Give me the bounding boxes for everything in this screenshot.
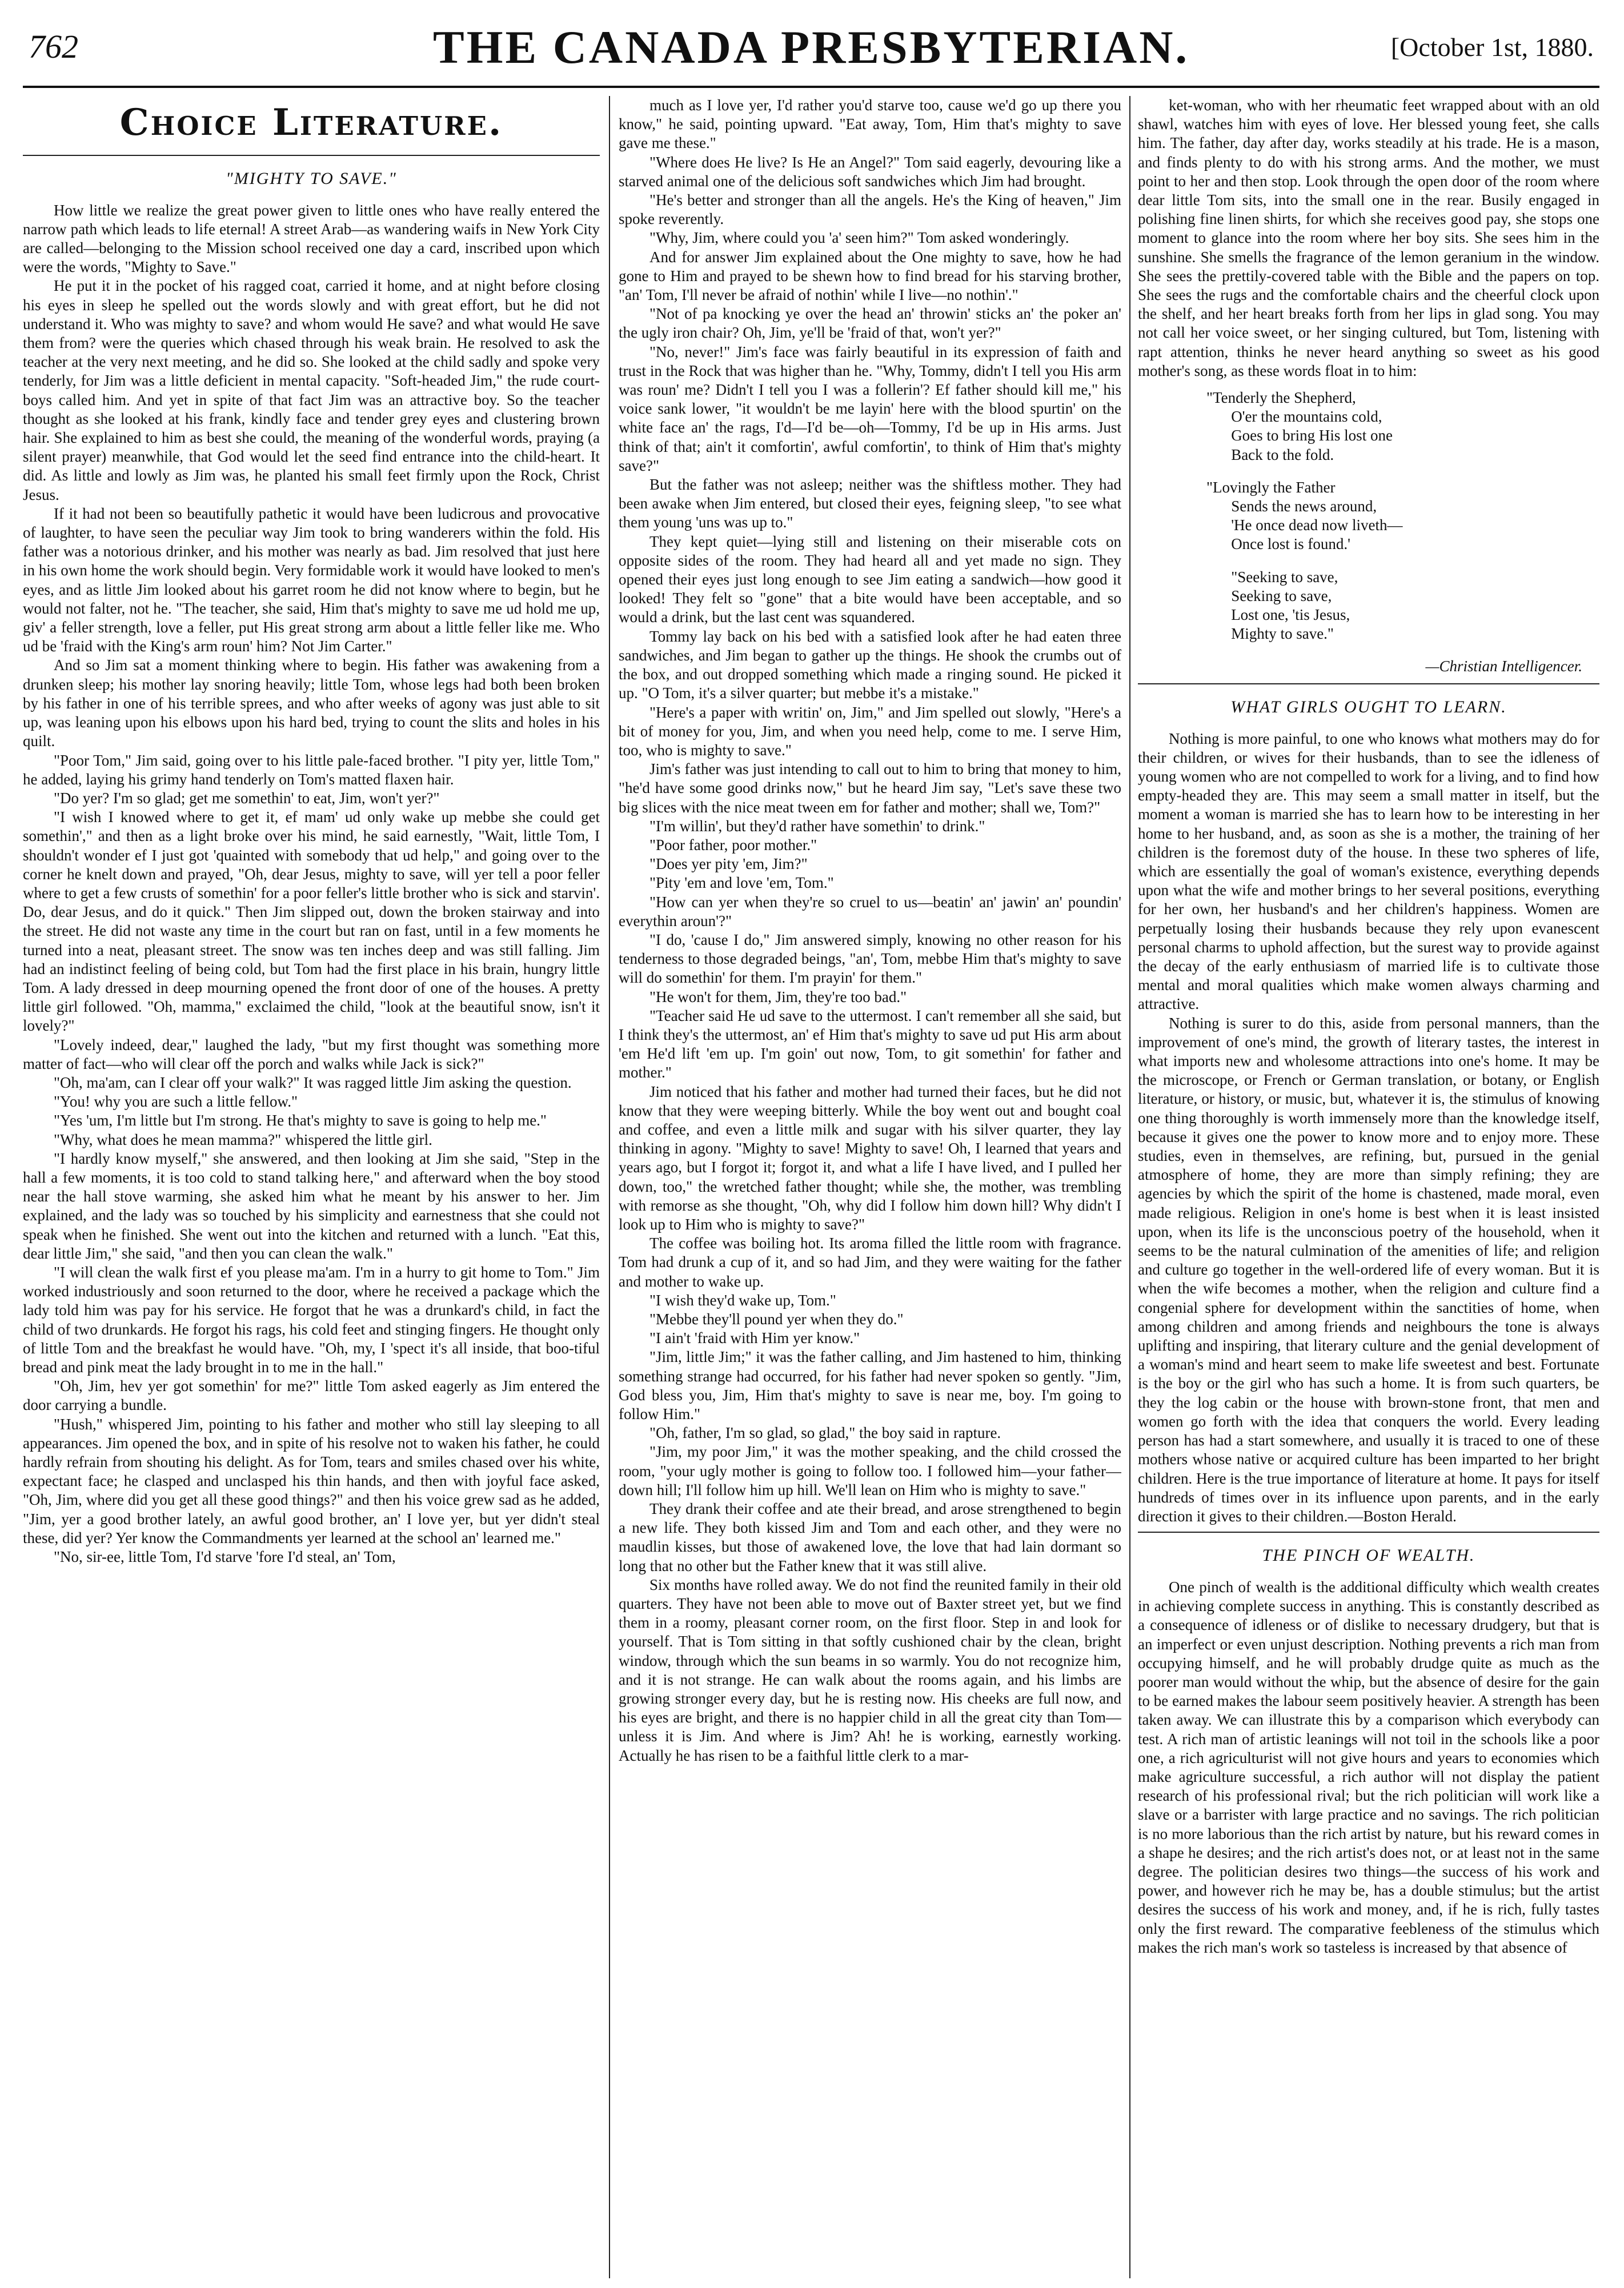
paragraph: Six months have rolled away. We do not find the reunited family in their old quarters. They have not been able to move out of Baxter street yet, but we find them in a roomy, pleasant corner room, on the first floor. Step in and look for yourself. That is Tom sitting in that softly cushioned chair by the clean, bright window, through which the sun beams in so warmly. You do not recognize him, and it is not strange. He can walk about the rooms again, and his limbs are growing stronger every day, but he is resting now. His cheeks are full now, and his eyes are bright, and there is no happier child in all the great city than Tom—unless it is Jim. And where is Jim? Ah! he is working, earnestly working. Actually he has risen to be a faithful little clerk to a mar- [619, 1576, 1121, 1764]
poem-line: Goes to bring His lost one [1231, 427, 1393, 444]
poem-stanza [1206, 568, 1599, 644]
paragraph: "Where does He live? Is He an Angel?" Tom said eagerly, devouring like a starved animal one of the delicious soft sandwiches which Jim had brought. [619, 153, 1121, 190]
article-body [1138, 96, 1599, 380]
paragraph: "I will clean the walk first ef you please ma'am. I'm in a hurry to git home to Tom." Jim worked industriously and soon returned to the door, where he received a package which the lady told him was pay for his service. He forgot that he was a drunkard's child, in fact the child of two drunkards. He forgot his rags, his cold feet and stinging fingers. He thought only of little Tom and the breakfast he would have. "Oh, my, I 'spect it's all inside, that boo-tiful bread and pink meat the lady brought in to me in the hall." [23, 1263, 600, 1376]
paragraph: ket-woman, who with her rheumatic feet wrapped about with an old shawl, watches him with eyes of love. Her blessed young feet, she calls him. The father, day after day, works steadily at his trade. He is a mason, and finds plenty to do with his strong arms. And the mother, we must point to her and then stop. Look through the open door of the room where dear little Tom sits, into the small one in the rear. Busily engaged in polishing fine linen shirts, for which she receives good pay, she stops one moment to glance into the room where her boy sits. She sees him in the sunshine. She smells the fragrance of the lemon geranium in the window. She sees the prettily-covered table with the Bible and the papers on top. She sees the rugs and the comfortable chairs and the cheerful clock upon the shelf, and her heart breaks forth from her lips in glad song. You may not call her voice sweet, or her singing cultured, but Tom, listening with rapt attention, thinks he never heard anything so sweet as his good mother's song, as these words float in to him: [1138, 97, 1599, 379]
paragraph: "Oh, father, I'm so glad, so glad," the boy said in rapture. [649, 1424, 1001, 1442]
paragraph: "You! why you are such a little fellow." [54, 1093, 298, 1111]
column-2 [619, 96, 1121, 2278]
paragraph: "I hardly know myself," she answered, and then looking at Jim she said, "Step in the hall a few moments, it is too cold to stand talking here," and afterward when the boy stood near the hall stove warming, she asked him what he meant by his answer to her. Jim explained, and the lady was so touched by his simplicity and earnestness that she could not speak when he finished. She went out into the kitchen and returned with a lunch. "Eat this, dear little Jim," she said, "and then you can clean the walk." [23, 1149, 600, 1262]
poem-stanza [1206, 478, 1599, 554]
paragraph: "I do, 'cause I do," Jim answered simply, knowing no other reason for his tenderness to those degraded beings, "an', Tom, mebbe Him that's mighty to save will do somethin' for them. I'm prayin' for them." [619, 931, 1121, 987]
poem-line: "Seeking to save, [1231, 568, 1338, 586]
paragraph: "Teacher said He ud save to the uttermost. I can't remember all she said, but I think they's the uttermost, an' ef Him that's mighty to save ud put His arm about 'em He'd lift 'em up. I'm goin' out now, Tom, to git somethin' for father and mother." [619, 1007, 1121, 1081]
paragraph: "I ain't 'fraid with Him yer know." [649, 1329, 860, 1347]
poem-line: Lost one, 'tis Jesus, [1231, 606, 1350, 624]
article-title: WHAT GIRLS OUGHT TO LEARN. [1230, 697, 1507, 716]
article-body [619, 96, 1121, 1765]
poem-stanza [1206, 388, 1599, 464]
column-3 [1138, 96, 1599, 2278]
page-number: 762 [29, 28, 78, 65]
paragraph: "I'm willin', but they'd rather have somethin' to drink." [649, 817, 985, 835]
paragraph: "I wish they'd wake up, Tom." [649, 1291, 836, 1309]
article-credit: —Christian Intelligencer. [1425, 658, 1582, 675]
paragraph: If it had not been so beautifully pathetic it would have been ludicrous and provocative of laughter, to have seen the peculiar way Jim took to bring wanderers within the fold. His father was a notorious drinker, and his mother was nearly as bad. Jim resolved that just here in his own home the work should begin. Very formidable work it would have looked to men's eyes, and as little Jim looked about his garret room he did not know where to begin, but he would not falter, not he. "The teacher, she said, Him that's mighty to save me ud hold me up, giv' a feller strength, love a feller, put His great strong arm about a little feller like me. Who ud be 'fraid with the King's arm roun' him? Not Jim Carter." [23, 504, 600, 655]
article-body [1138, 730, 1599, 1526]
paragraph: "Why, what does he mean mamma?" whispered the little girl. [54, 1131, 432, 1148]
paragraph: "Poor father, poor mother." [649, 836, 817, 854]
section-masthead: Choice Literature. [119, 101, 503, 144]
paragraph: "Why, Jim, where could you 'a' seen him?" Tom asked wonderingly. [649, 229, 1069, 247]
poem-line: O'er the mountains cold, [1231, 408, 1382, 426]
paragraph: "Hush," whispered Jim, pointing to his father and mother who still lay sleeping to all appearances. Jim opened the box, and in spite of his resolve not to waken his father, he could hardly refrain from shouting his delight. As for Tom, tears and smiles chased over his white, expectant face; he clasped and unclasped his thin hands, and then with joyful face asked, "Oh, Jim, where did you get all these good things?" and then his voice grew sad as he added, "Jim, yer a good brother lately, an awful good brother, an' I love yer, but yer didn't steal these, did yer? Yer know the Commandments yer learned at the school an' learned me." [23, 1415, 600, 1546]
poem-line: Mighty to save." [1231, 625, 1334, 643]
article-rule [1138, 1532, 1599, 1533]
paragraph: "Mebbe they'll pound yer when they do." [649, 1311, 904, 1328]
article-title: "MIGHTY TO SAVE." [226, 169, 397, 188]
paragraph: "Not of pa knocking ye over the head an' throwin' sticks an' the poker an' the ugly iron chair? Oh, Jim, ye'll be 'fraid of that, won't yer?" [619, 305, 1121, 342]
paragraph: And for answer Jim explained about the One mighty to save, how he had gone to Him and prayed to be shewn how to find bread for his starving brother, "an' Tom, I'll never be afraid of nothin' while I live—no nothin'." [619, 248, 1121, 304]
paragraph: "How can yer when they're so cruel to us—beatin' an' jawin' an' poundin' everythin aroun'?" [619, 893, 1121, 929]
poem-line: 'He once dead now liveth— [1231, 516, 1403, 534]
paragraph: "No, never!" Jim's face was fairly beautiful in its expression of faith and trust in the Rock that was higher than he. "Why, Tommy, didn't I tell you His arm was roun' me? Didn't I tell you I was a follerin'? Ef father should kill me," his voice sank lower, "it wouldn't be me layin' here with the blood spurtin' on the white face an' the rags, I'd—I'd be—oh—Tommy, I'd be up in His arms. Just think of that; ain't it comfortin', awful comfortin', to think of Him that's mighty save?" [619, 343, 1121, 474]
paragraph: "Jim, little Jim;" it was the father calling, and Jim hastened to him, thinking something strange had occurred, for his father had never spoken so gently. "Jim, God bless you, Jim, Him that's mighty to save is near me, boy. I'm going to follow Him." [619, 1348, 1121, 1423]
paragraph: "Oh, ma'am, can I clear off your walk?" It was ragged little Jim asking the question. [54, 1073, 572, 1091]
paragraph: They drank their coffee and ate their bread, and arose strengthened to begin a new life. They both kissed Jim and Tom and each other, and they were no maudlin kisses, but those of awakened love, the love that had lain dormant so long that no other but the Father knew that it was still alive. [619, 1500, 1121, 1574]
paragraph: "Yes 'um, I'm little but I'm strong. He that's mighty to save is going to help me." [54, 1112, 547, 1129]
paragraph: And so Jim sat a moment thinking where to begin. His father was awakening from a drunken sleep; his mother lay snoring heavily; little Tom, whose legs had both been broken by his father in one of his terrible sprees, and who after weeks of agony was just able to sit up, was leaning upon his elbows upon his hard bed, trying to count the slits and holes in his quilt. [23, 656, 600, 750]
poem-line: Back to the fold. [1231, 446, 1334, 463]
poem-line: "Tenderly the Shepherd, [1206, 389, 1356, 407]
paragraph: "Pity 'em and love 'em, Tom." [649, 874, 834, 892]
article-rule [1138, 683, 1599, 684]
paragraph: But the father was not asleep; neither was the shiftless mother. They had been awake when Jim entered, but closed their eyes, feigning sleep, "to see what them young 'uns was up to." [619, 476, 1121, 531]
page-header [23, 10, 1599, 79]
paragraph: He put it in the pocket of his ragged coat, carried it home, and at night before closing his eyes in sleep he spelled out the words slowly and with great effort, but he did not understand it. Who was mighty to save? and whom would He save? and what would He save them from? were the queries which chased through his weak brain. He resolved to ask the teacher at the very next meeting, and he did so. She looked at the child sadly and spoke very tenderly, for Jim was a little deficient in mental capacity. "Soft-headed Jim," the rude court-boys called him. And yet in spite of that fact Jim was an attractive boy. So the teacher thought as she looked at his frank, kindly face and tender grey eyes and clustering brown hair. She explained to him as best she could, the meaning of the wonderful words, praying (a silent prayer) meanwhile, that God would let the seed find entrance into the child-heart. It did. As little and lowly as Jim was, he planted his small feet firmly upon the Rock, Christ Jesus. [23, 277, 600, 503]
paragraph: "No, sir-ee, little Tom, I'd starve 'fore I'd steal, an' Tom, [54, 1548, 396, 1566]
paragraph: "Do yer? I'm so glad; get me somethin' to eat, Jim, won't yer?" [54, 789, 440, 807]
paragraph: "He's better and stronger than all the angels. He's the King of heaven," Jim spoke reverently. [619, 191, 1121, 228]
section-rule [23, 155, 600, 156]
paragraph: Tommy lay back on his bed with a satisfied look after he had eaten three sandwiches, and Jim began to gather up the things. He shook the crumbs out of the box, and out dropped something which made a ringing sound. He picked it up. "O Tom, it's a silver quarter; but mebbe it's a mistake." [619, 627, 1121, 702]
column-divider [1129, 96, 1130, 2278]
paragraph: "I wish I knowed where to get it, ef mam' ud only wake up mebbe she could get somethin'," and then as a light broke over his mind, he said earnestly, "Wait, little Tom, I shouldn't wonder ef I just got 'quainted with somebody that ud help," and going over to the corner he knelt down and prayed, "Oh, dear Jesus, mighty to save, will yer tell a poor feller where to get a few crusts of somethin' for a poor feller's little brother who is sick and starvin'. Do, dear Jesus, and do it quick." Then Jim slipped out, down the broken stairway and into the street. He did not waste any time in the court but ran on fast, until in a few moments he turned into a neat, pleasant street. The snow was ten inches deep and was still falling. Jim had an indistinct feeling of being cold, but Tom had the first place in his brain, hungry little Tom. A lady dressed in deep mourning opened the front door of one of the houses. A pretty little girl followed. "Oh, mamma," exclaimed the child, "look at the beautiful snow, isn't it lovely?" [23, 808, 600, 1035]
paragraph: The coffee was boiling hot. Its aroma filled the little room with fragrance. Tom had drunk a cup of it, and so had Jim, and they were waiting for the father and mother to wake up. [619, 1235, 1121, 1290]
paragraph: "He won't for them, Jim, they're too bad." [649, 988, 907, 1005]
paragraph: Jim's father was just intending to call out to him to bring that money to him, "he'd have some good drinks now," but he heard Jim say, "Let's save these two big slices with the nice meat tween em for father and mother; shall we, Tom?" [619, 760, 1121, 816]
poem-line: Sends the news around, [1231, 498, 1377, 515]
article-body [1138, 1578, 1599, 1957]
paragraph: "Jim, my poor Jim," it was the mother speaking, and the child crossed the room, "your ugly mother is going to follow too. I followed him—your father—down hill; I'll follow him up hill. We'll lean on Him who is mighty to save." [619, 1443, 1121, 1498]
paragraph: "Lovely indeed, dear," laughed the lady, "but my first thought was something more matter of fact—who will clear off the porch and walks while Jack is sick?" [23, 1036, 600, 1072]
paragraph: They kept quiet—lying still and listening on their miserable cots on opposite sides of the room. They had heard all and yet made no sign. They opened their eyes just long enough to see Jim eating a sandwich—how good it looked! They felt so "gone" that a bite would have been acceptable, and so would a drink, but the last cent was squandered. [619, 532, 1121, 626]
header-rule [23, 86, 1599, 88]
paragraph: much as I love yer, I'd rather you'd starve too, cause we'd go up there you know," he said, pointing upward. "Eat away, Tom, Him that's mighty to save gave me these." [619, 97, 1121, 152]
newspaper-title: THE CANADA PRESBYTERIAN. [433, 21, 1189, 73]
hymn-poem [1138, 388, 1599, 643]
article-title: THE PINCH OF WEALTH. [1262, 1546, 1475, 1565]
paragraph: "Here's a paper with writin' on, Jim," and Jim spelled out slowly, "Here's a bit of money for you, Jim, and when you need help, come to me. I serve Him, too, who is mighty to save." [619, 703, 1121, 759]
paragraph: "Does yer pity 'em, Jim?" [649, 855, 808, 873]
issue-date: [October 1st, 1880. [1390, 33, 1594, 62]
poem-line: Once lost is found.' [1231, 535, 1351, 553]
paragraph: Jim noticed that his father and mother had turned their faces, but he did not know that they were weeping bitterly. While the boy went out and bought coal and coffee, and even a little milk and sugar with his silver quarter, they lay thinking in agony. "Mighty to save! Mighty to save! Oh, I learned that years and years ago, but I forgot it; forgot it, and what a life I have lived, and I pulled her down, too," the wretched father thought; while she, the mother, was trembling with remorse as she thought, "Oh, why did I follow him down hill? Why didn't I look up to Him who is mighty to save?" [619, 1083, 1121, 1233]
poem-line: "Lovingly the Father [1206, 478, 1336, 496]
poem-line: Seeking to save, [1231, 587, 1332, 604]
paragraph: Nothing is surer to do this, aside from personal manners, than the improvement of one's mind, the growth of literary tastes, the interest in what imports new and wholesome attractions into one's home. It may be the microscope, or French or German translation, or botany, or English literature, or history, or music, but, whatever it is, the stimulus of knowing one thing thoroughly is worth immensely more than the knowledge itself, because it gives one the power to know more and to enjoy more. These studies, even in themselves, are refining, but, pursued in the genial atmosphere of home, they are more than simply refining; they are agencies by which the spirit of the home is chastened, made moral, even made religious. Religion in one's home is best when it is least insisted upon, when its life is the unconscious poetry of the household, when it seems to be the natural culmination of the amenities of life; and religion and culture go together in the well-ordered life of every woman. But it is when the wife becomes a mother, when the religion and culture find a congenial sphere for development within the sanctities of home, when among children and among friends and neighbours the tone is always uplifting and inspiring, that literary culture and the genial development of a woman's mind and heart seem to make life sweetest and best. Fortunate is the boy or the girl who has such a home. It is from such quarters, be they the log cabin or the house with brown-stone front, that men and women go forth with the idea that conquers the world. Every leading person has had a start somewhere, and usually it is traced to one of these mothers whose native or acquired culture has been imparted to her bright children. Here is the true importance of literature at home. It pays for itself hundreds of times over in its influence upon parents, and in the early direction it gives to their children.—Boston Herald. [1138, 1014, 1599, 1525]
paragraph: "Poor Tom," Jim said, going over to his little pale-faced brother. "I pity yer, little Tom," he added, laying his grimy hand tenderly on Tom's matted flaxen hair. [23, 751, 600, 788]
article-body [23, 201, 600, 1567]
paragraph: One pinch of wealth is the additional difficulty which wealth creates in achieving complete success in anything. This is constantly described as a consequence of idleness or of dislike to necessary drudgery, but that is an imperfect or even unjust description. Nothing prevents a rich man from occupying himself, and he will probably drudge quite as much as the poorer man would without the whip, but the absence of desire for the gain to be earned makes the labour seem positively heavier. A strength has been taken away. We can illustrate this by a comparison which everybody can test. A rich man of artistic leanings will not toil in the schools like a poor one, a rich agriculturist will not give hours and years to economies which make agriculture successful, a rich author will not display the patient research of his professional rival; but the rich politician will work like a slave or a barrister with large practice and no savings. The rich politician is no more laborious than the rich artist by nature, but his reward comes in a shape he desires; and the rich artist's does not, or at least not in the same degree. The politician desires two things—the success of his work and power, and however rich he may be, has a double stimulus; but the artist desires the success of his work and money, and, if he is rich, fully tastes only the first reward. The comparative feebleness of the stimulus which makes the rich man's work so tasteless is increased by that absence of [1138, 1578, 1599, 1956]
paragraph: How little we realize the great power given to little ones who have really entered the narrow path which leads to life eternal! A street Arab—as wandering waifs in New York City are called—belonging to the Mission school received one day a card, inscribed upon which were the words, "Mighty to Save." [23, 201, 600, 276]
paragraph: Nothing is more painful, to one who knows what mothers may do for their children, or wives for their husbands, than to see the idleness of young women who are not compelled to work for a living, and to find how empty-headed they are. This may seem a small matter in itself, but the moment a woman is married she has to learn how to be interesting in her home to her husband, and, as soon as she is a mother, the training of her children is the foremost duty of the house. In these two spheres of life, which are essentially the goal of woman's existence, everything depends upon what the wife and mother brings to her several positions, everything for her own, her husband's and her children's happiness. Women are perpetually losing their husbands because they rely upon evanescent personal charms to uphold affection, but the surest way to provide against the decay of the early enthusiasm of married life is to cultivate those mental and moral qualities which make women always charming and attractive. [1138, 730, 1599, 1013]
column-1 [23, 96, 600, 2278]
column-divider [609, 96, 610, 2278]
paragraph: "Oh, Jim, hev yer got somethin' for me?" little Tom asked eagerly as Jim entered the door carrying a bundle. [23, 1377, 600, 1414]
